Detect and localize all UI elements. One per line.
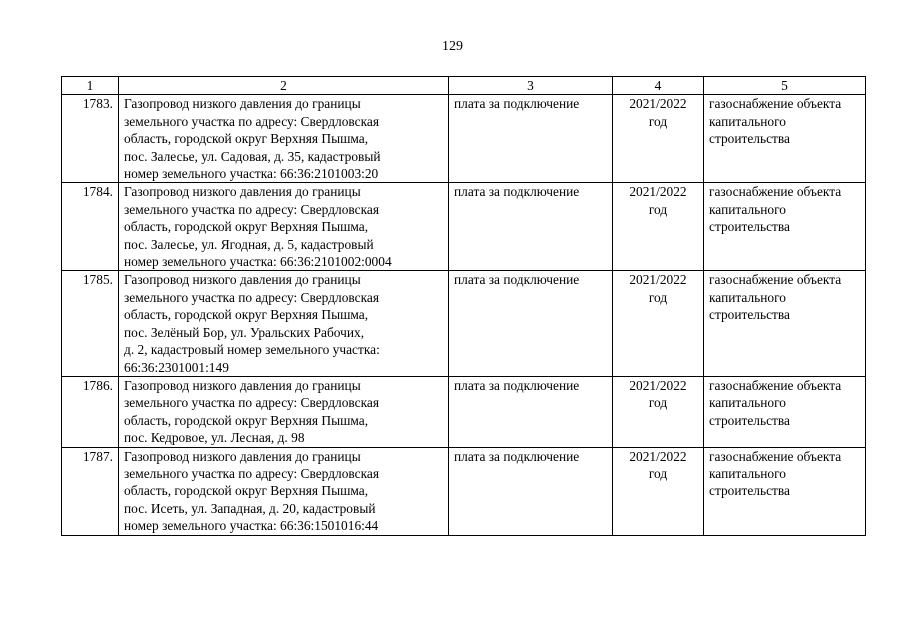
row-number-cell: 1785. xyxy=(62,271,119,376)
activity-type-cell: плата за подключение xyxy=(449,183,613,271)
purpose-cell: газоснабжение объекта капитального строительства xyxy=(704,447,866,535)
column-header-1: 1 xyxy=(62,77,119,95)
object-description-cell: Газопровод низкого давления до границы земельного участка по адресу: Свердловская область, городской округ Верхняя Пышма, пос. Кедровое, ул. Лесная, д. 98 xyxy=(119,376,449,447)
table-row xyxy=(62,183,866,271)
table-row xyxy=(62,271,866,376)
row-number-cell: 1787. xyxy=(62,447,119,535)
column-header-2: 2 xyxy=(119,77,449,95)
year-cell: 2021/2022 год xyxy=(613,183,704,271)
row-number-cell: 1786. xyxy=(62,376,119,447)
header-row xyxy=(62,77,866,95)
activity-type-cell: плата за подключение xyxy=(449,447,613,535)
object-description-cell: Газопровод низкого давления до границы земельного участка по адресу: Свердловская область, городской округ Верхняя Пышма, пос. Исеть, ул. Западная, д. 20, кадастровый номер земельного участка: 66:36:1501016:44 xyxy=(119,447,449,535)
object-description-cell: Газопровод низкого давления до границы земельного участка по адресу: Свердловская область, городской округ Верхняя Пышма, пос. Залесье, ул. Ягодная, д. 5, кадастровый номер земельного участка: 66:36:2101002:0004 xyxy=(119,183,449,271)
object-description-cell: Газопровод низкого давления до границы земельного участка по адресу: Свердловская область, городской округ Верхняя Пышма, пос. Залесье, ул. Садовая, д. 35, кадастровый номер земельного участка: 66:36:2101003:20 xyxy=(119,95,449,183)
year-cell: 2021/2022 год xyxy=(613,271,704,376)
purpose-cell: газоснабжение объекта капитального строительства xyxy=(704,376,866,447)
column-header-4: 4 xyxy=(613,77,704,95)
table-row xyxy=(62,376,866,447)
object-description-cell: Газопровод низкого давления до границы земельного участка по адресу: Свердловская область, городской округ Верхняя Пышма, пос. Зелёный Бор, ул. Уральских Рабочих, д. 2, кадастровый номер земельного участка: 66:36:2301001:149 xyxy=(119,271,449,376)
year-cell: 2021/2022 год xyxy=(613,95,704,183)
page-number: 129 xyxy=(442,39,463,54)
activity-type-cell: плата за подключение xyxy=(449,95,613,183)
row-number-cell: 1783. xyxy=(62,95,119,183)
purpose-cell: газоснабжение объекта капитального строительства xyxy=(704,95,866,183)
table-row xyxy=(62,95,866,183)
year-cell: 2021/2022 год xyxy=(613,447,704,535)
activity-type-cell: плата за подключение xyxy=(449,376,613,447)
row-number-cell: 1784. xyxy=(62,183,119,271)
purpose-cell: газоснабжение объекта капитального строительства xyxy=(704,183,866,271)
column-header-5: 5 xyxy=(704,77,866,95)
column-header-3: 3 xyxy=(449,77,613,95)
activity-type-cell: плата за подключение xyxy=(449,271,613,376)
table-row xyxy=(62,447,866,535)
purpose-cell: газоснабжение объекта капитального строительства xyxy=(704,271,866,376)
year-cell: 2021/2022 год xyxy=(613,376,704,447)
registry-table xyxy=(61,76,866,536)
